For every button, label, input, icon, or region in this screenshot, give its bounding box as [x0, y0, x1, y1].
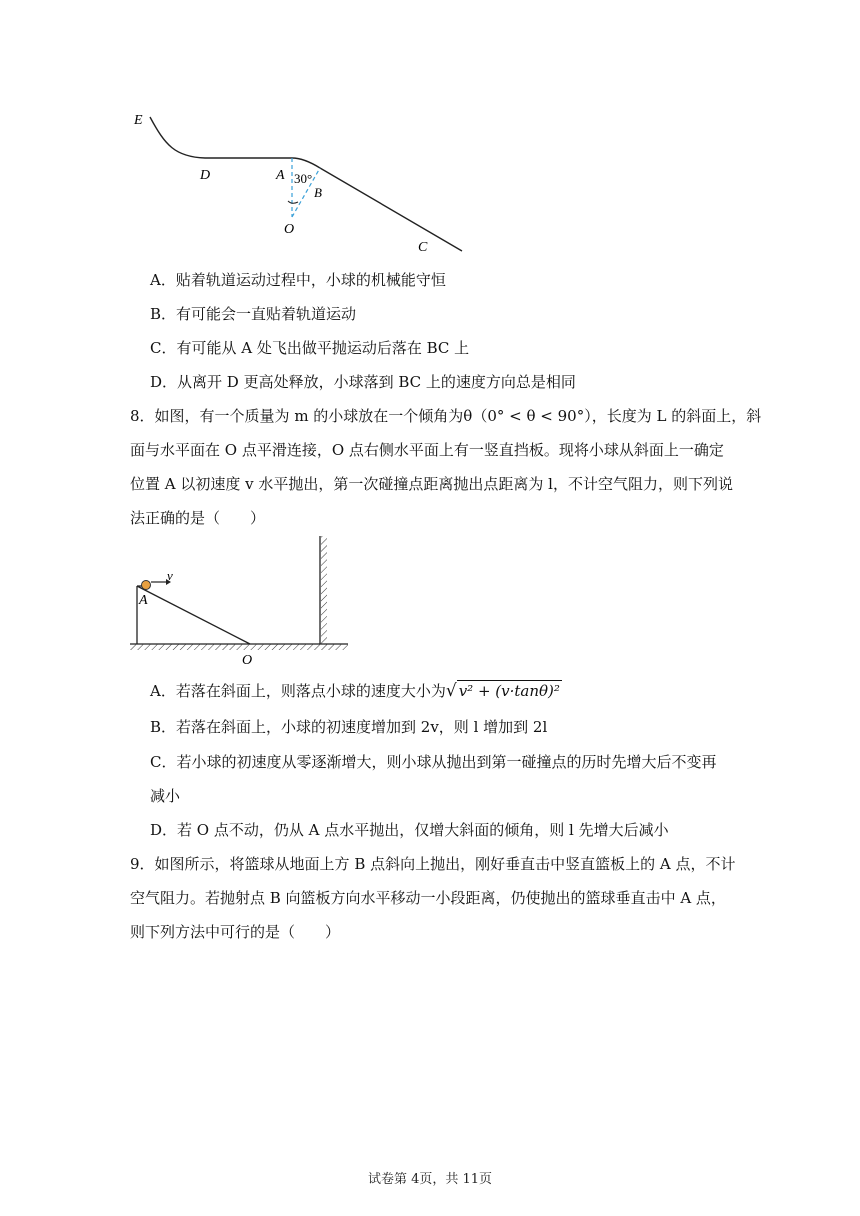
label-a2: A — [139, 593, 148, 608]
page-footer: 试卷第 4页，共 11页 — [367, 1172, 493, 1187]
incline-slope — [137, 586, 250, 644]
q8-option-b: B．若落在斜面上，小球的初速度增加到 2v，则 l 增加到 2l — [150, 718, 548, 736]
angle-arc — [288, 201, 298, 203]
q7-option-a: A．贴着轨道运动过程中，小球的机械能守恒 — [150, 271, 446, 289]
label-e: E — [134, 113, 143, 128]
q8-stem-line1: 8．如图，有一个质量为 m 的小球放在一个倾角为θ（0° < θ < 90°），长度为 L 的斜面上，斜 — [130, 407, 762, 425]
q8-option-a — [150, 680, 562, 701]
label-angle: 30° — [294, 171, 313, 186]
q9-stem-line2: 空气阻力。若抛射点 B 向篮板方向水平移动一小段距离，仍使抛出的篮球垂直击中 A 点， — [130, 889, 726, 907]
label-o: O — [284, 222, 295, 237]
q8-option-c-continued: 减小 — [150, 787, 181, 805]
q7-option-c: C．有可能从 A 处飞出做平抛运动后落在 BC 上 — [150, 339, 470, 357]
label-c: C — [418, 240, 428, 255]
q8-stem-line4: 法正确的是（ ） — [130, 509, 266, 527]
label-d: D — [200, 168, 211, 183]
q9-stem-line1: 9．如图所示，将篮球从地面上方 B 点斜向上抛出，刚好垂直击中竖直篮板上的 A 点，不计 — [130, 855, 736, 873]
q8-option-a-formula: v² + (v·tanθ)² — [458, 682, 560, 700]
q7-option-d: D．从离开 D 更高处释放，小球落到 BC 上的速度方向总是相同 — [150, 373, 576, 391]
q8-option-d: D．若 O 点不动，仍从 A 点水平抛出，仅增大斜面的倾角，则 l 先增大后减小 — [150, 821, 669, 839]
label-o2: O — [242, 653, 253, 668]
q9-stem-line3: 则下列方法中可行的是（ ） — [130, 923, 341, 941]
label-v: v — [167, 568, 173, 583]
q8-stem-line2: 面与水平面在 O 点平滑连接，O 点右侧水平面上有一竖直挡板。现将小球从斜面上一确定 — [130, 441, 724, 459]
sqrt-icon: √ — [445, 681, 457, 701]
label-a: A — [276, 168, 285, 183]
q8-option-a-text: A．若落在斜面上，则落点小球的速度大小为 — [150, 682, 446, 700]
label-b: B — [314, 185, 322, 200]
track-figure — [120, 105, 480, 260]
q8-stem-line3: 位置 A 以初速度 v 水平抛出，第一次碰撞点距离抛出点距离为 l，不计空气阻力，则下列说 — [130, 475, 733, 493]
q8-option-c: C．若小球的初速度从零逐渐增大，则小球从抛出到第一碰撞点的历时先增大后不变再 — [150, 753, 717, 771]
ball — [142, 581, 151, 590]
q7-option-b: B．有可能会一直贴着轨道运动 — [150, 305, 357, 323]
incline-figure — [128, 532, 353, 670]
ground-hatch — [130, 644, 348, 650]
wall-hatch — [321, 536, 327, 644]
